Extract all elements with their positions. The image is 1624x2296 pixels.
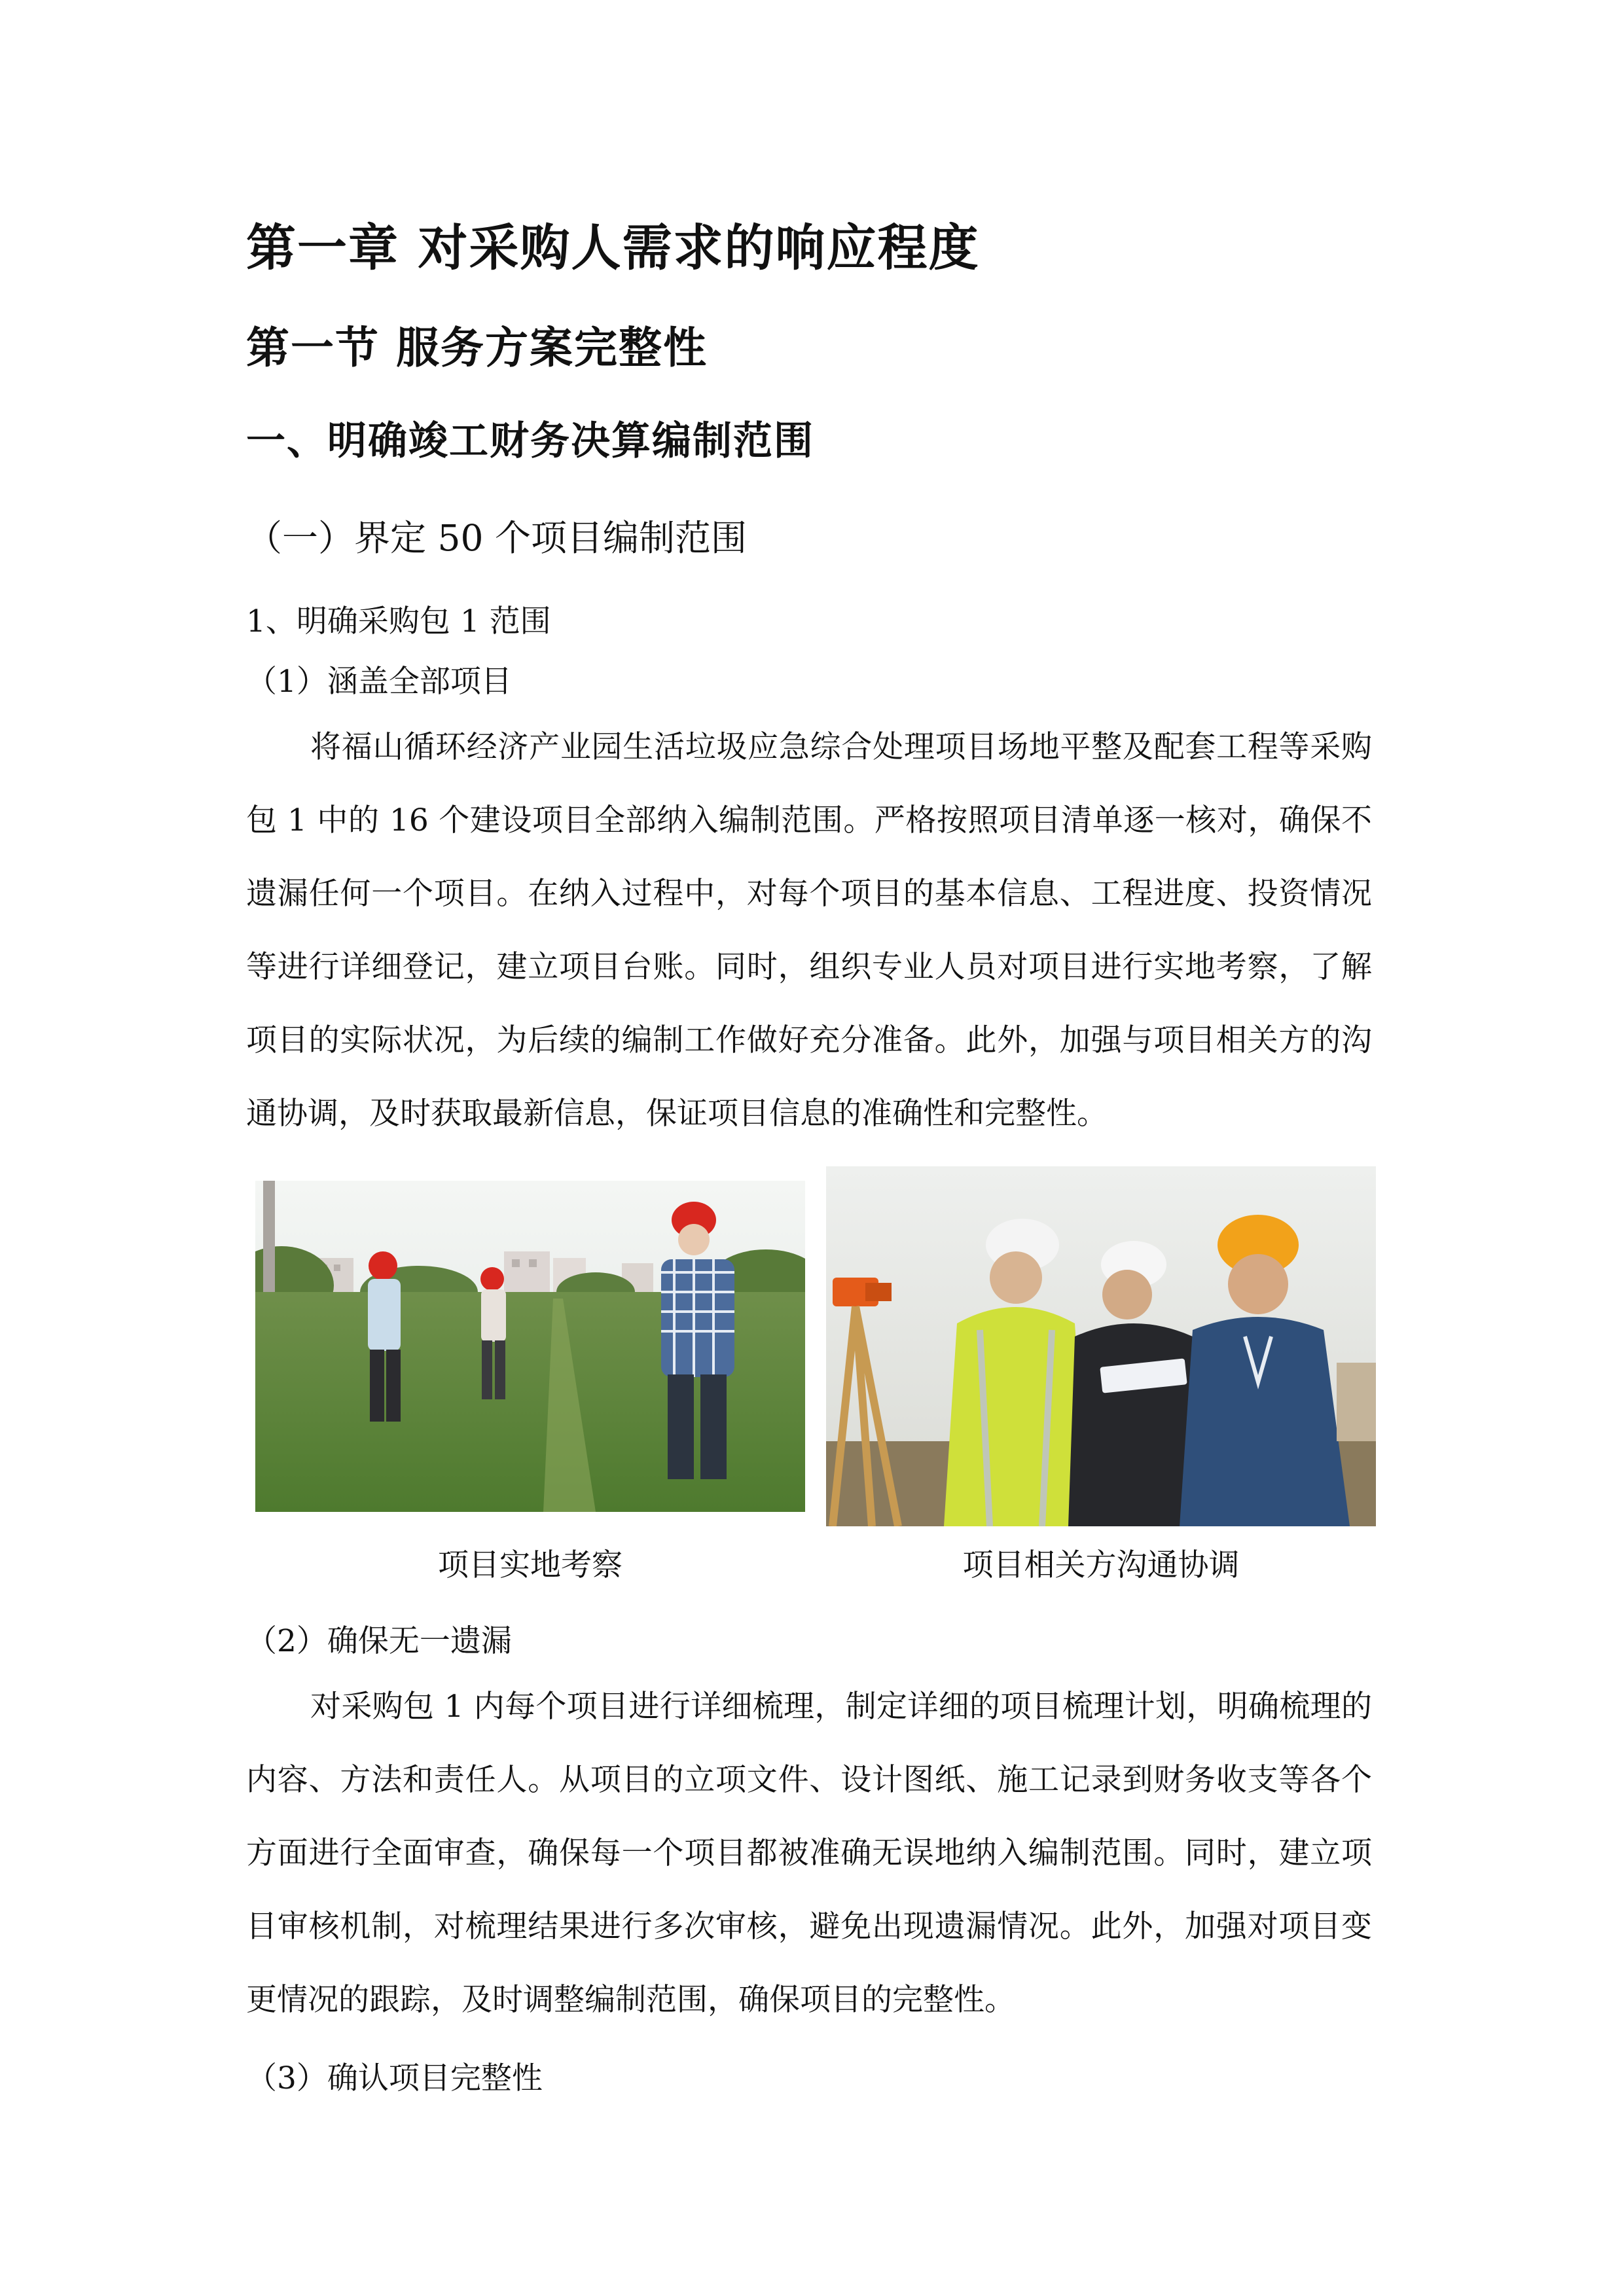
stakeholder-communication-photo xyxy=(826,1166,1376,1526)
section-title: 第一节 服务方案完整性 xyxy=(246,323,708,373)
point1-title: （1）涵盖全部项目 xyxy=(246,664,512,700)
photo-caption-stakeholder-communication: 项目相关方沟通协调 xyxy=(962,1547,1240,1583)
point3-title: （3）确认项目完整性 xyxy=(246,2060,543,2096)
sub-subsection-title: （一）界定 50 个项目编制范围 xyxy=(246,517,747,559)
chapter-title: 第一章 对采购人需求的响应程度 xyxy=(246,219,980,277)
point2-paragraph: 对采购包 1 内每个项目进行详细梳理，制定详细的项目梳理计划，明确梳理的内容、方法和责任人。从项目的立项文件、设计图纸、施工记录到财务收支等各个方面进行全面审查，确保每一个项目都被准确无误地纳入编制范围。同时，建立项目审核机制，对梳理结果进行多次审核，避免出现遗漏情况。此外，加强对项目变更情况的跟踪，及时调整编制范围，确保项目的完整性。 xyxy=(246,1689,1372,2018)
photo-caption-site-inspection: 项目实地考察 xyxy=(438,1547,623,1583)
subsection-title: 一、明确竣工财务决算编制范围 xyxy=(246,418,814,464)
point2-title: （2）确保无一遗漏 xyxy=(246,1623,512,1659)
site-inspection-photo xyxy=(255,1181,805,1512)
item-title: 1、明确采购包 1 范围 xyxy=(246,603,551,639)
point1-paragraph: 将福山循环经济产业园生活垃圾应急综合处理项目场地平整及配套工程等采购包 1 中的 16 个建设项目全部纳入编制范围。严格按照项目清单逐一核对，确保不遗漏任何一个项目。在纳入过程中，对每个项目的基本信息、工程进度、投资情况等进行详细登记，建立项目台账。同时，组织专业人员对项目进行实地考察，了解项目的实际状况，为后续的编制工作做好充分准备。此外，加强与项目相关方的沟通协调，及时获取最新信息，保证项目信息的准确性和完整性。 xyxy=(246,729,1372,1132)
